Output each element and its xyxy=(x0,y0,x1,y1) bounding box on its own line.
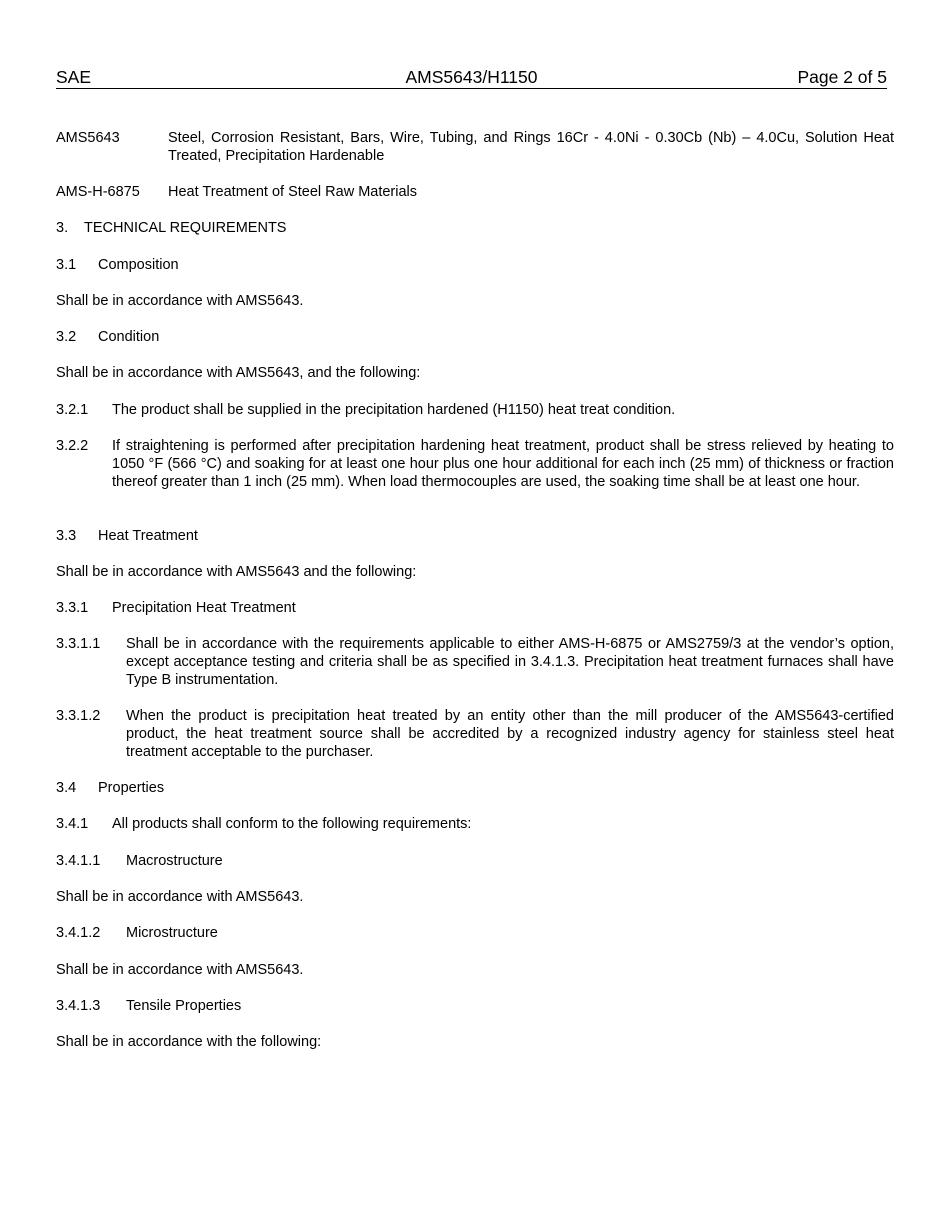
page-header xyxy=(56,66,887,89)
section-3-3-1-2 xyxy=(56,707,894,761)
section-text: If straightening is performed after precipitation hardening heat treatment, product shall be stress relieved by heating to 1050 °F (566 °C) and soaking for at least one hour plus one hour additional for each inch (25 mm) of thickness or fraction thereof greater than 1 inch (25 mm). When load thermocouples are used, the soaking time shall be at least one hour. xyxy=(112,438,894,490)
section-3-3-text: Shall be in accordance with AMS5643 and the following: xyxy=(56,564,417,580)
section-title: Heat Treatment xyxy=(98,528,198,544)
section-3-3-1-1 xyxy=(56,635,894,689)
section-3-2-heading xyxy=(56,328,894,346)
section-text: Shall be in accordance with the requirements applicable to either AMS-H-6875 or AMS2759/3 at the vendor’s option, except acceptance testing and criteria shall be as specified in 3.4.1.3. Precipitation heat treatment furnaces shall have Type B instrumentation. xyxy=(126,636,894,688)
section-3-4-1-3-text: Shall be in accordance with the following: xyxy=(56,1034,322,1050)
section-title: Microstructure xyxy=(126,925,218,941)
section-number: 3.2 xyxy=(56,329,77,345)
section-number: 3.3.1 xyxy=(56,600,89,616)
reference-title: Heat Treatment of Steel Raw Materials xyxy=(168,184,418,200)
section-3-heading xyxy=(56,219,894,237)
section-number: 3. xyxy=(56,220,69,236)
section-text: When the product is precipitation heat treated by an entity other than the mill producer of the AMS5643-certified product, the heat treatment source shall be accredited by a recognized industry agency for stainless steel heat treatment acceptable to the purchaser. xyxy=(126,708,894,760)
section-3-4-1-2-text: Shall be in accordance with AMS5643. xyxy=(56,962,304,978)
section-3-4-1 xyxy=(56,815,894,833)
section-title: Tensile Properties xyxy=(126,998,242,1014)
section-title: Composition xyxy=(98,257,179,273)
section-3-1-heading xyxy=(56,256,894,274)
reference-ams5643 xyxy=(56,129,894,165)
section-3-4-1-1-heading xyxy=(56,852,894,870)
section-number: 3.4.1 xyxy=(56,816,89,832)
section-3-3-1-heading xyxy=(56,599,894,617)
section-title: Properties xyxy=(98,780,165,796)
section-number: 3.4 xyxy=(56,780,77,796)
header-doc-number: AMS5643/H1150 xyxy=(405,67,538,87)
section-number: 3.3 xyxy=(56,528,77,544)
reference-code: AMS-H-6875 xyxy=(56,184,140,200)
section-number: 3.2.1 xyxy=(56,402,89,418)
section-3-3-heading xyxy=(56,527,894,545)
section-text: All products shall conform to the following requirements: xyxy=(112,816,472,832)
section-3-4-1-1-text: Shall be in accordance with AMS5643. xyxy=(56,889,304,905)
section-number: 3.3.1.2 xyxy=(56,708,101,724)
header-page-number: Page 2 of 5 xyxy=(797,67,887,87)
section-title: TECHNICAL REQUIREMENTS xyxy=(84,220,287,236)
section-number: 3.3.1.1 xyxy=(56,636,101,652)
section-number: 3.2.2 xyxy=(56,438,89,454)
section-title: Precipitation Heat Treatment xyxy=(112,600,296,616)
section-title: Macrostructure xyxy=(126,853,223,869)
reference-code: AMS5643 xyxy=(56,130,120,146)
section-number: 3.4.1.2 xyxy=(56,925,101,941)
section-number: 3.4.1.3 xyxy=(56,998,101,1014)
section-3-4-heading xyxy=(56,779,894,797)
section-3-2-2 xyxy=(56,437,894,491)
section-number: 3.1 xyxy=(56,257,77,273)
reference-title: Steel, Corrosion Resistant, Bars, Wire, Tubing, and Rings 16Cr - 4.0Ni - 0.30Cb (Nb) – 4.0Cu, Solution Heat Treated, Precipitation Hardenable xyxy=(168,130,894,164)
section-text: The product shall be supplied in the precipitation hardened (H1150) heat treat condition. xyxy=(112,402,676,418)
section-3-4-1-2-heading xyxy=(56,924,894,942)
section-3-4-1-3-heading xyxy=(56,997,894,1015)
section-3-2-1 xyxy=(56,401,894,419)
reference-ams-h-6875 xyxy=(56,183,894,201)
section-3-1-text: Shall be in accordance with AMS5643. xyxy=(56,293,304,309)
section-number: 3.4.1.1 xyxy=(56,853,101,869)
header-org: SAE xyxy=(56,67,92,87)
section-title: Condition xyxy=(98,329,160,345)
section-3-2-text: Shall be in accordance with AMS5643, and the following: xyxy=(56,365,421,381)
